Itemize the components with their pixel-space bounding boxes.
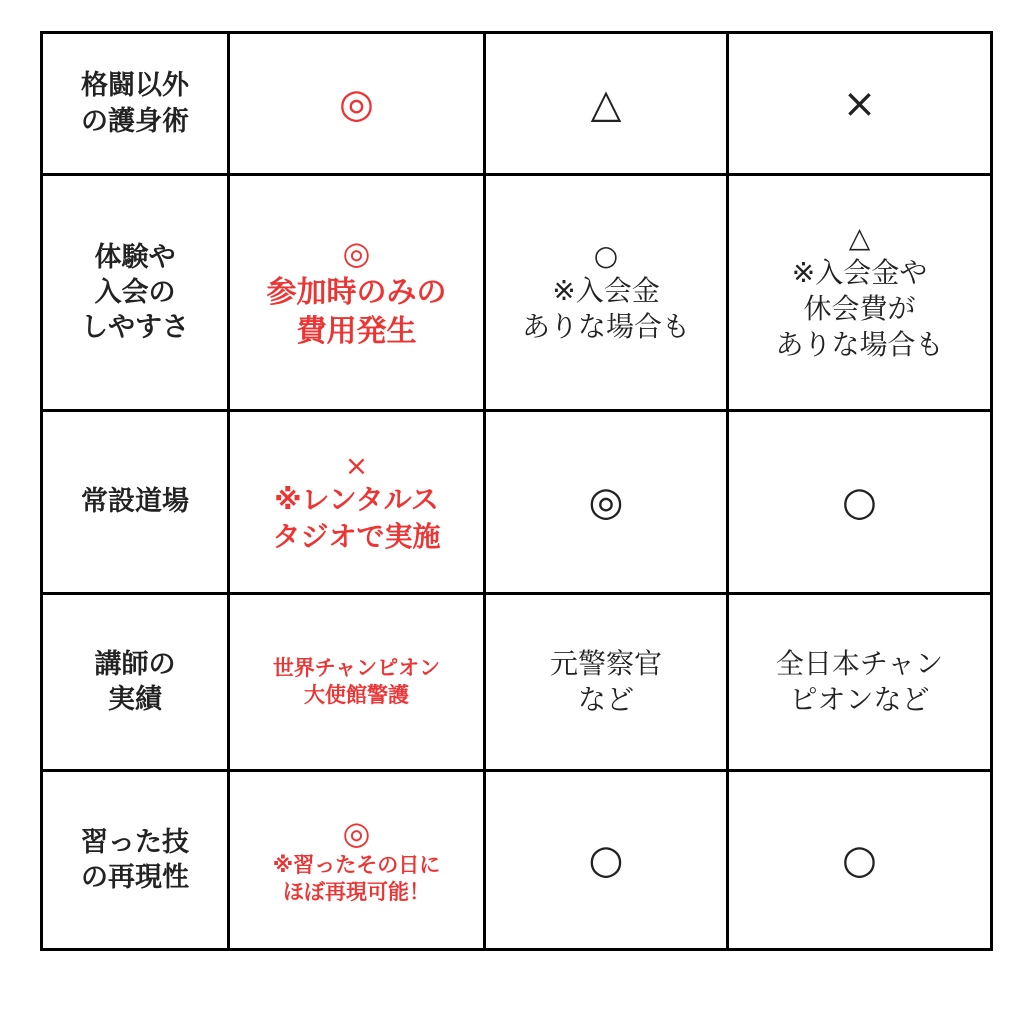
row-header-line: の再現性 xyxy=(81,862,189,893)
table-cell xyxy=(485,771,728,950)
table-cell xyxy=(485,594,728,771)
cell-note: など xyxy=(577,683,634,716)
row-header xyxy=(42,411,229,594)
double-circle-icon: ◎ xyxy=(588,479,624,525)
table-cell xyxy=(485,33,728,175)
table-cell xyxy=(229,411,485,594)
cell-note: ※入会金や xyxy=(791,255,928,289)
double-circle-icon: ◎ xyxy=(342,813,371,852)
table-cell xyxy=(229,33,485,175)
table-cell xyxy=(229,771,485,950)
cell-note: 費用発生 xyxy=(296,313,417,349)
row-header xyxy=(42,771,229,950)
cell-note: 参加時のみの xyxy=(266,274,447,310)
cell-note: 全日本チャン xyxy=(775,646,944,680)
table-cell xyxy=(728,771,992,950)
row-header-line: 体験や xyxy=(94,241,176,273)
triangle-icon: △ xyxy=(848,221,871,255)
row-header xyxy=(42,175,229,411)
double-circle-icon: ◎ xyxy=(342,234,371,273)
table-row xyxy=(42,175,992,411)
cell-note: タジオで実施 xyxy=(272,519,441,553)
cell-note: 世界チャンピオン xyxy=(272,655,441,680)
table-cell xyxy=(728,411,992,594)
circle-icon: ○ xyxy=(842,837,877,883)
table-row xyxy=(42,411,992,594)
cell-note: ありな場合も xyxy=(775,328,944,362)
cell-note: ※レンタルス xyxy=(274,483,439,517)
cross-icon: × xyxy=(842,80,877,127)
cell-note: ※習ったその日に xyxy=(272,852,441,877)
row-header-line: 格闘以外 xyxy=(81,70,189,102)
cell-note: ピオンなど xyxy=(789,683,930,716)
table-row xyxy=(42,771,992,950)
cell-note: ※入会金 xyxy=(552,273,660,307)
comparison-table xyxy=(40,31,993,951)
table-cell xyxy=(485,175,728,411)
table-cell xyxy=(728,33,992,175)
table-cell xyxy=(485,411,728,594)
row-header xyxy=(42,33,229,175)
table-row xyxy=(42,33,992,175)
row-header xyxy=(42,594,229,771)
table-cell xyxy=(229,594,485,771)
double-circle-icon: ◎ xyxy=(339,80,374,127)
cell-note: 元警察官 xyxy=(549,646,662,680)
circle-icon: ○ xyxy=(593,239,619,273)
table-row xyxy=(42,594,992,771)
table-cell xyxy=(728,175,992,411)
row-header-line: 常設道場 xyxy=(81,486,189,518)
circle-icon: ○ xyxy=(588,837,624,883)
cell-note: ほぼ再現可能！ xyxy=(283,880,430,905)
cell-note: ありな場合も xyxy=(521,310,690,344)
row-header-line: 習った技 xyxy=(81,826,189,858)
row-header-line: しやすさ xyxy=(81,312,189,344)
row-header-line: 講師の xyxy=(94,648,176,680)
triangle-icon: △ xyxy=(590,80,622,127)
circle-icon: ○ xyxy=(842,479,877,525)
cell-note: 大使館警護 xyxy=(304,683,409,707)
cell-note: 休会費が xyxy=(803,292,916,326)
table-cell xyxy=(728,594,992,771)
row-header-line: 実績 xyxy=(108,684,162,715)
cross-icon: × xyxy=(344,448,369,482)
row-header-line: 入会の xyxy=(94,276,176,308)
table-cell xyxy=(229,175,485,411)
row-header-line: の護身術 xyxy=(81,105,189,137)
